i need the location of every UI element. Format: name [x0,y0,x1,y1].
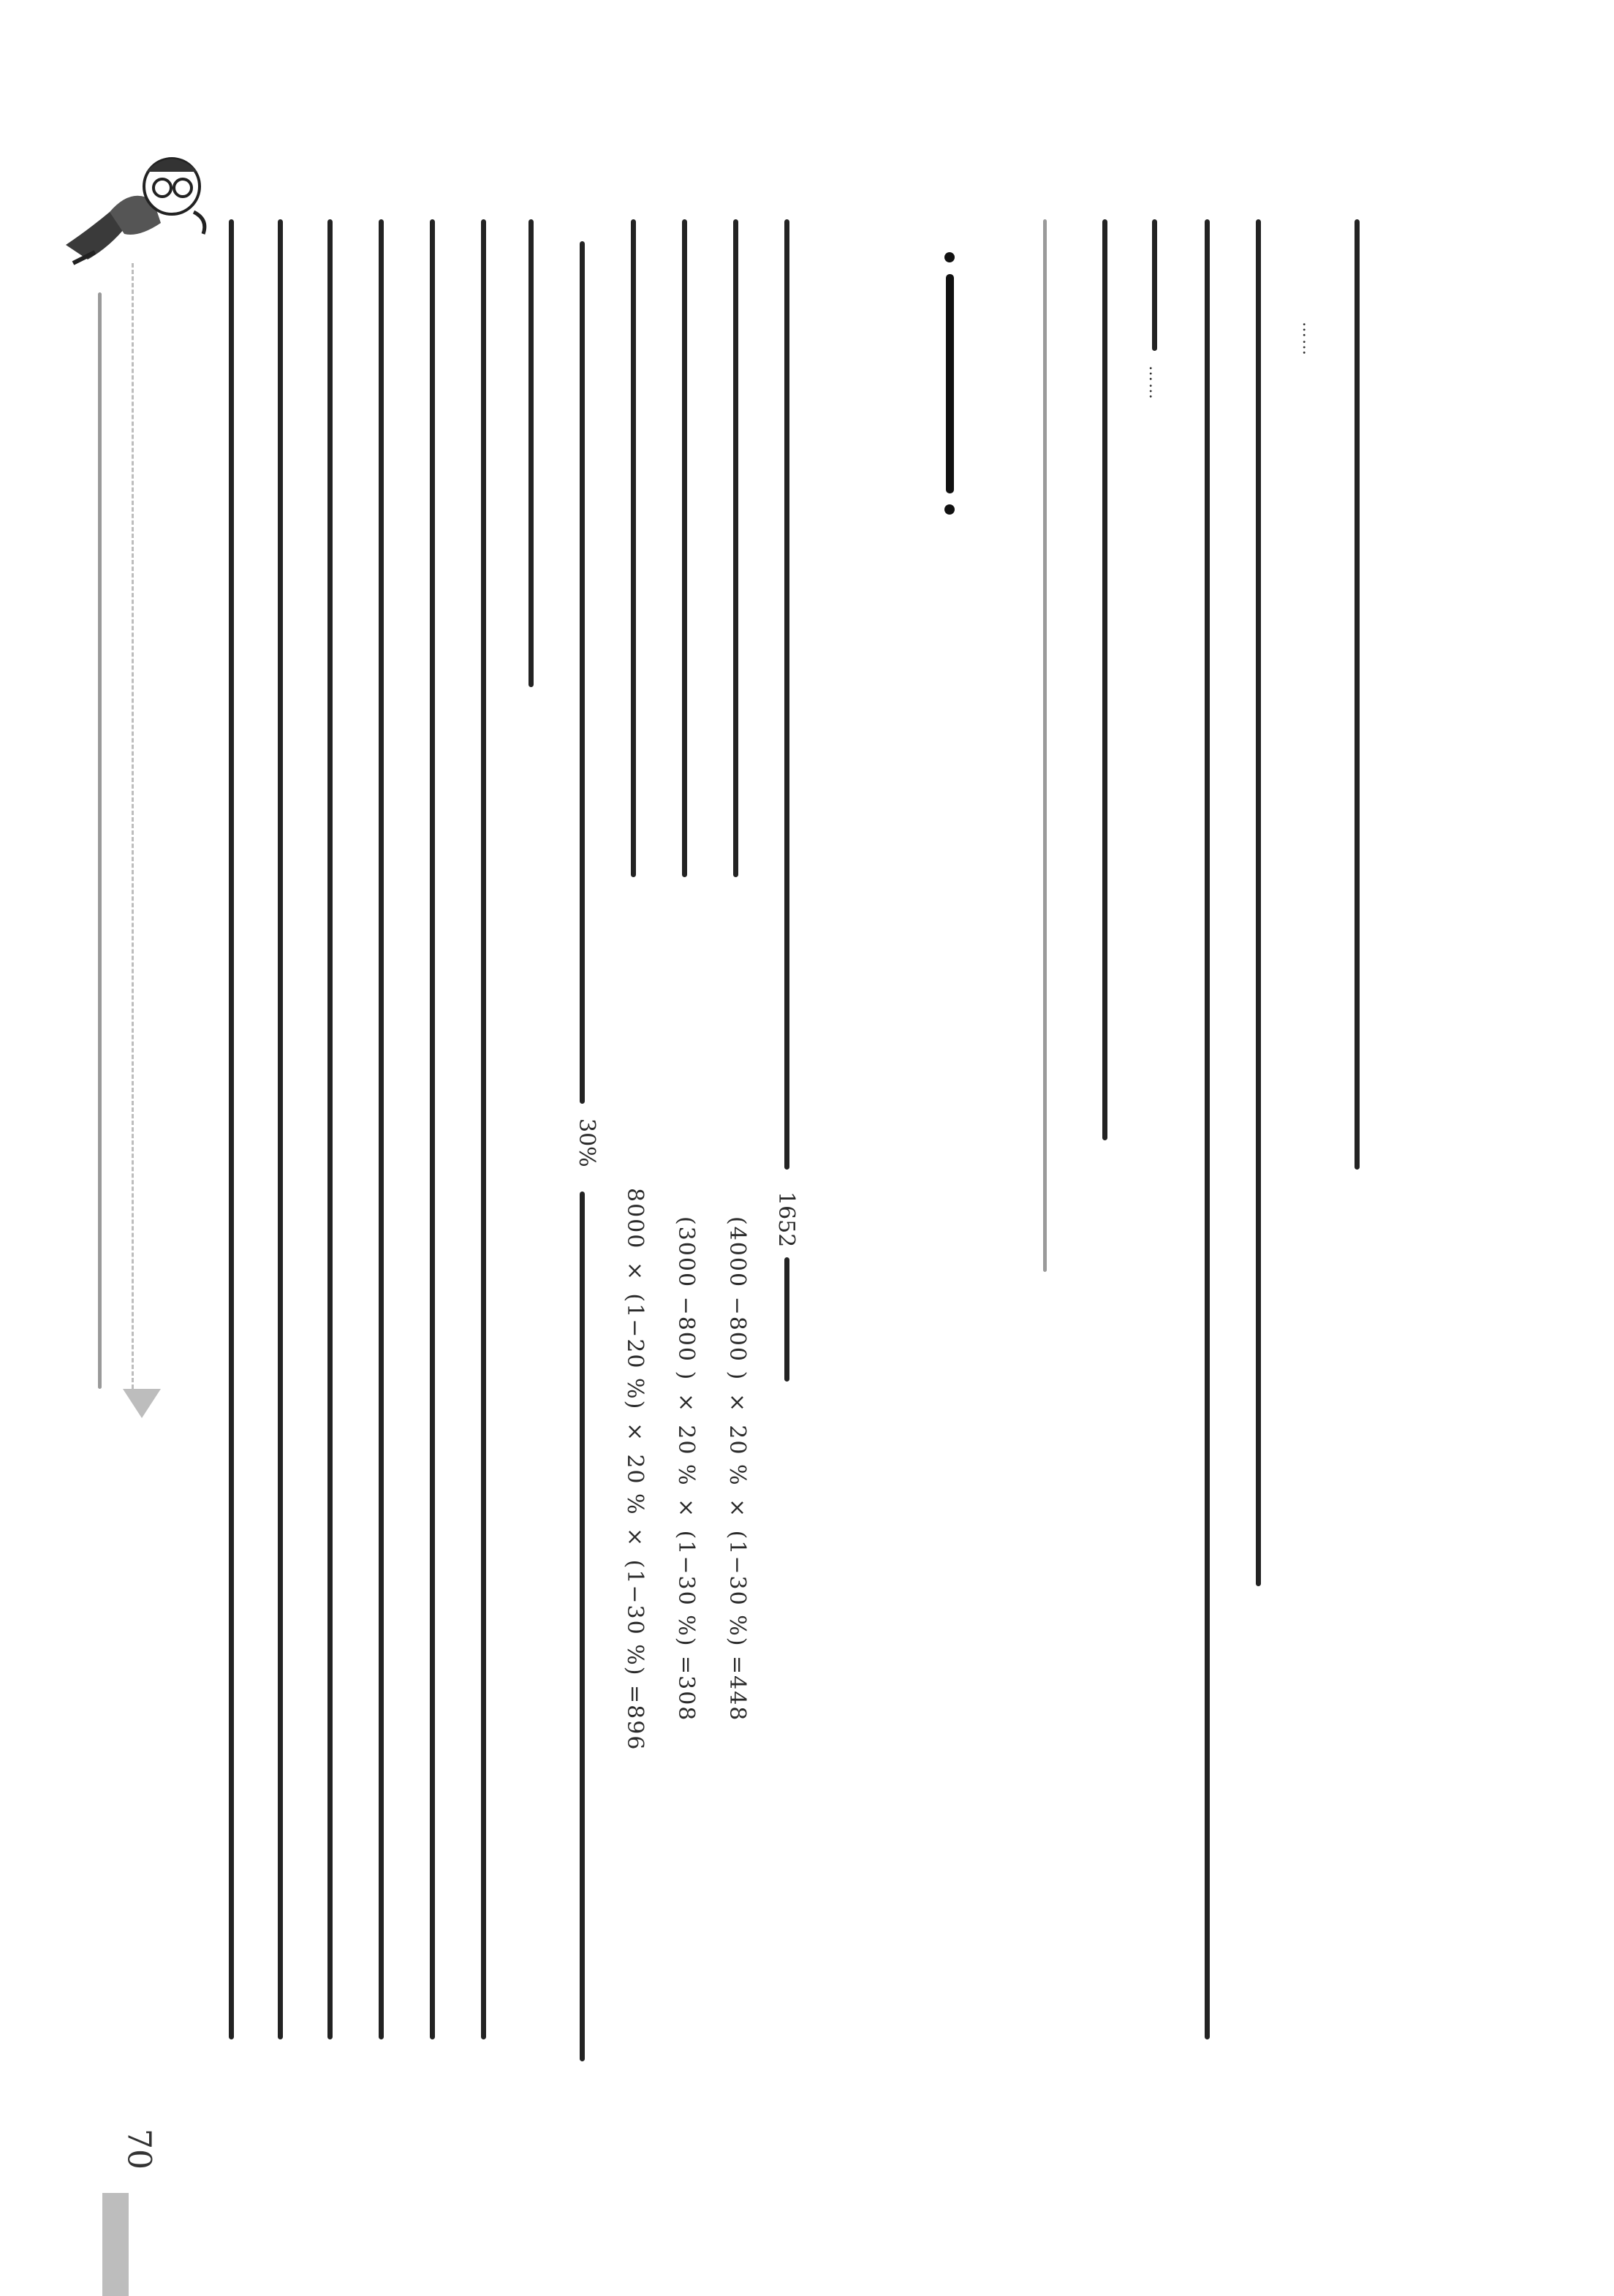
text-line [676,219,692,877]
year-value: 1652 [773,1191,799,1248]
text-line [424,219,440,2039]
page-number: 70 [120,2129,158,2170]
text-line [1349,219,1365,1170]
calculation-expression: 8000 × (1−20 %) × 20 % × (1−30 %) =896 [618,899,648,2039]
running-header-line [91,292,107,1389]
text-line [574,1191,590,2061]
boy-with-glasses-flying-icon [44,143,212,267]
page-tab [102,2193,129,2296]
ellipsis: …… [1145,365,1164,401]
text-line [373,219,389,2039]
section-guide-line [132,263,134,1389]
text-line [1096,219,1113,1140]
quote-line [1037,219,1053,1272]
ellipsis: …… [1299,322,1317,357]
text-line [223,219,239,2039]
bullet-icon [944,252,955,262]
text-line [1250,219,1266,1586]
text-line [778,219,795,1170]
text-line [272,219,288,2039]
text-line [778,1257,795,1382]
text-line [727,219,743,877]
text-line [574,241,590,1104]
percent-value: 30% [574,1118,599,1167]
bullet-icon [944,504,955,515]
section-heading [940,274,959,493]
triangle-down-icon [123,1389,161,1418]
text-line [523,219,539,687]
text-line [322,219,338,2039]
text-line [625,219,641,877]
text-line [475,219,491,2039]
text-line [1146,219,1162,351]
calculation-expression: (4000 −800 ) × 20 % × (1−30 %) =448 [721,899,750,2039]
calculation-expression: (3000 −800 ) × 20 % × (1−30 %) =308 [670,899,699,2039]
text-line [1199,219,1215,2039]
